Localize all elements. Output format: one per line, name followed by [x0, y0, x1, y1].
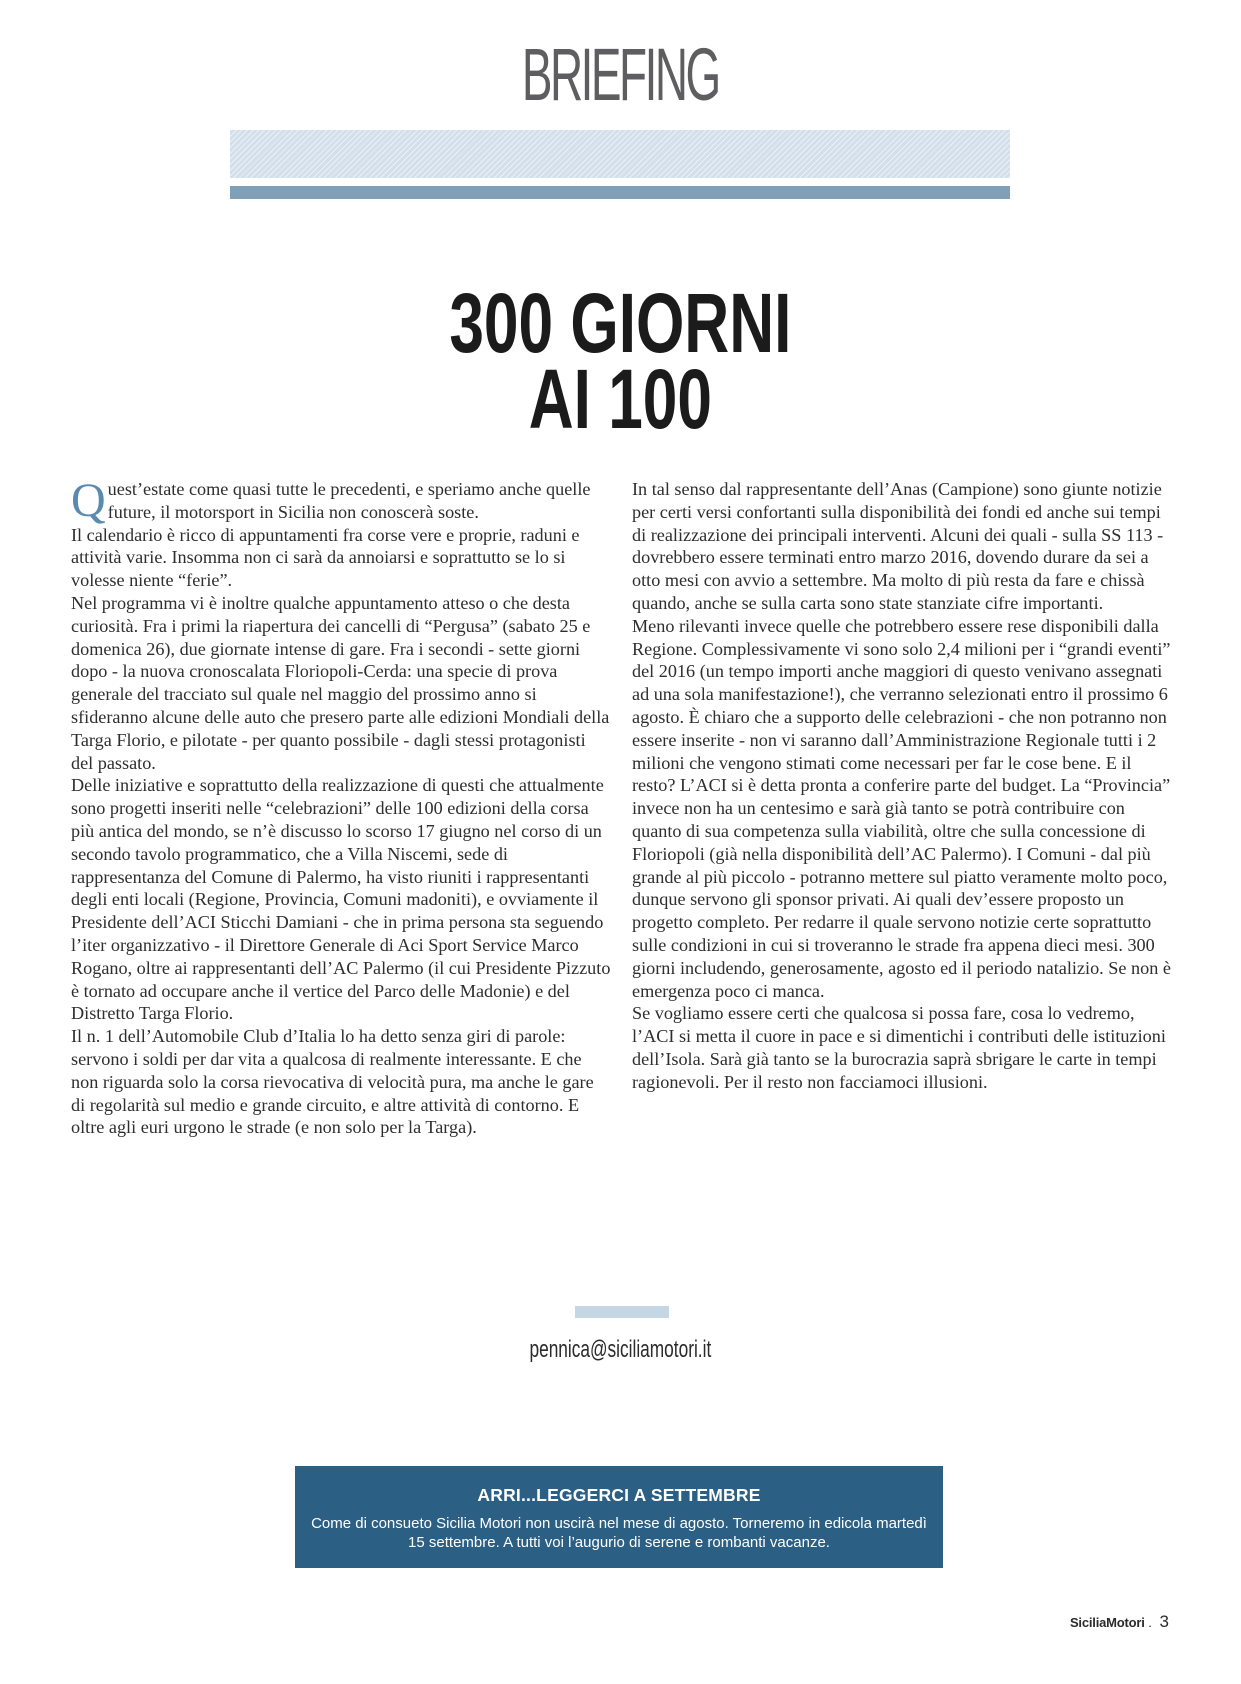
paragraph: Il n. 1 dell’Automobile Club d’Italia lo ha detto senza giri di parole: servono i soldi per dar vita a qualcosa di realmente interessante. E che non riguarda solo la corsa rievocativa di velocità pura, ma anche le gare di regolarità sul medio e grande circuito, e altre attività di contorno. E oltre agli euri urgono le strade (e non solo per la Targa). — [71, 1026, 594, 1138]
paragraph: Il calendario è ricco di appuntamenti fra corse vere e proprie, raduni e attività varie. Insomma non ci sarà da annoiarsi e soprattutto se lo si volesse niente “ferie”. — [71, 524, 580, 591]
notice-text: Come di consueto Sicilia Motori non uscirà nel mese di agosto. Torneremo in edicola martedì 15 settembre. A tutti voi l’augurio di serene e rombanti vacanze. — [311, 1515, 927, 1551]
page-number: 3 — [1159, 1612, 1169, 1631]
page-footer — [1070, 1612, 1169, 1632]
author-email[interactable]: pennica@siciliamotori.it — [529, 1336, 712, 1363]
article-headline — [161, 276, 1079, 446]
footer-separator: . — [1148, 1615, 1152, 1630]
signature-rule — [575, 1306, 669, 1318]
drop-cap: Q — [71, 474, 106, 527]
paragraph: Meno rilevanti invece quelle che potrebbero essere rese disponibili dalla Regione. Complessivamente vi sono solo 2,4 milioni per i “grandi eventi” del 2016 (un tempo importi anche maggiori di questo venivano assegnati ad una sola manifestazione!), che verranno selezionati entro il prossimo 6 agosto. È chiaro che a supporto delle celebrazioni - che non potranno non essere inserite - non vi saranno dall’Amministrazione Regionale tutti i 2 milioni che vengono stimati come necessari per far le cose bene. E il resto? L’ACI si è detta pronta a conferire parte del budget. La “Provincia” invece non ha un centesimo e sarà già tanto se potrà contribuire con quanto di sua competenza sulla viabilità, oltre che sulla concessione di Floriopoli (già nella disponibilità dell’AC Palermo). I Comuni - dal più grande al più piccolo - potranno mettere sul piatto veramente molto poco, dunque servono gli sponsor privati. Ai quali dev’essere proposto un progetto completo. Per redarre il quale servono notizie certe soprattutto sulle condizioni in cui si troveranno le strade fra appena dieci mesi. 300 giorni includendo, generosamente, agosto ed il periodo natalizio. Se non è emergenza poco ci manca. — [632, 615, 1171, 1001]
article-column-left — [71, 474, 611, 1139]
paragraph — [71, 474, 611, 527]
paragraph: Delle iniziative e soprattutto della realizzazione di questi che attualmente sono progetti inseriti nelle “celebrazioni” delle 100 edizioni della corsa più antica del mondo, se n’è discusso lo scorso 17 giugno nel corso di un secondo tavolo programmatico, che a Villa Niscemi, sede di rappresentanza del Comune di Palermo, ha visto riuniti i rappresentanti degli enti locali (Regione, Provincia, Comuni madoniti), e ovviamente il Presidente dell’ACI Sticchi Damiani - che in prima persona sta seguendo l’iter organizzativo - il Direttore Generale di Aci Sport Service Marco Rogano, oltre ai rappresentanti dell’AC Palermo (il cui Presidente Pizzuto è tornato ad occupare anche il vertice del Parco delle Madonie) e del Distretto Targa Florio. — [71, 775, 611, 1024]
article-column-right — [632, 478, 1177, 1094]
header-rule-bar — [230, 186, 1010, 199]
paragraph: Nel programma vi è inoltre qualche appuntamento atteso o che desta curiosità. Fra i primi la riapertura dei cancelli di “Pergusa” (sabato 25 e domenica 26), due giornate intense di gare. Fra i secondi - sette giorni dopo - la nuova cronoscalata Floriopoli-Cerda: una specie di prova generale del tracciato sul quale nel maggio del prossimo anno si sfideranno alcune delle auto che presero parte alle edizioni Mondiali della Targa Florio, e pilotate - per quanto possibile - dagli stessi protagonisti del passato. — [71, 592, 610, 773]
notice-title: ARRI...LEGGERCI A SETTEMBRE — [477, 1485, 761, 1505]
paragraph: In tal senso dal rappresentante dell’Anas (Campione) sono giunte notizie per certi versi confortanti sulla disponibilità dei fondi ed anche sui tempi di realizzazione dei principali interventi. Alcuni dei quali - sulla SS 113 - dovrebbero essere terminati entro marzo 2016, dovendo durare da sei a otto mesi con avvio a settembre. Ma molto di più resta da fare e chissà quando, anche se sulla carta sono state stanziate cifre importanti. — [632, 479, 1164, 613]
footer-brand: SiciliaMotori — [1069, 1615, 1145, 1630]
section-title: BRIEFING — [521, 33, 719, 116]
headline-line-2: AI 100 — [528, 352, 712, 446]
header-hatch-band — [230, 130, 1010, 178]
paragraph: Se vogliamo essere certi che qualcosa si possa fare, cosa lo vedremo, l’ACI si metta il cuore in pace e si dimentichi i contributi delle istituzioni dell’Isola. Sarà già tanto se la burocrazia saprà sbrigare le carte in tempi ragionevoli. Per il resto non facciamoci illusioni. — [632, 1003, 1166, 1092]
notice-box — [295, 1466, 943, 1568]
headline-line-1: 300 GIORNI — [449, 276, 792, 370]
paragraph-text: uest’estate come quasi tutte le precedenti, e speriamo anche quelle future, il motorsport in Sicilia non conoscerà soste. — [107, 479, 591, 522]
